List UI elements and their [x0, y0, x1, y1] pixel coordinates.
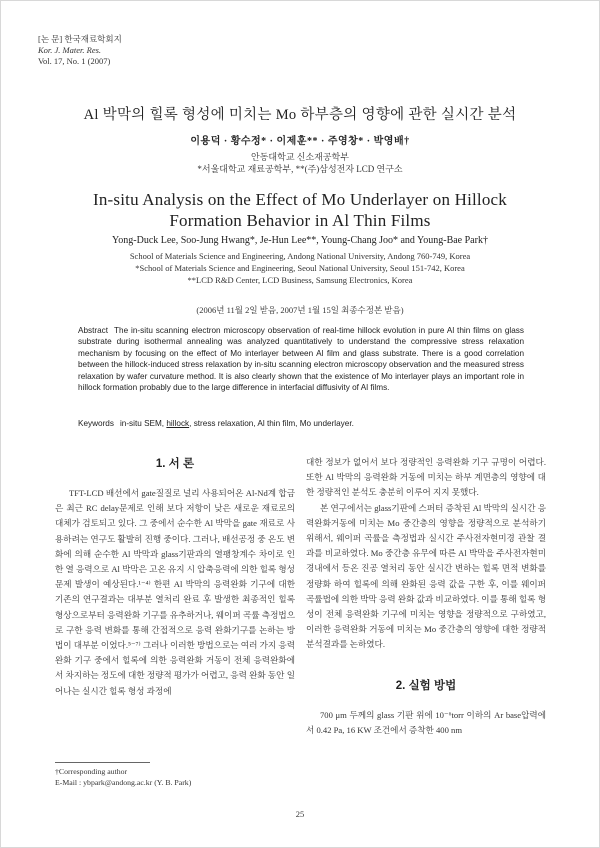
received-dates: (2006년 11월 2일 받음, 2007년 1월 15일 최종수정본 받음) — [196, 305, 404, 315]
abstract — [78, 325, 524, 393]
page-number: 25 — [295, 809, 305, 819]
english-authors: Yong-Duck Lee, Soo-Jung Hwang*, Je-Hun Lee**, Young-Chang Joo* and Young-Bae Park† — [112, 235, 488, 246]
keywords-label: Keywords — [78, 419, 114, 428]
keywords — [78, 419, 524, 428]
english-title-line: Formation Behavior in Al Thin Films — [169, 211, 431, 230]
english-affiliation-line: *School of Materials Science and Engineering, Seoul National University, Seoul 151-742, Korea — [135, 263, 465, 273]
body-paragraph: 대한 정보가 없어서 보다 정량적인 응력완화 기구 규명이 어렵다. 또한 Al 박막의 응력완화 거동에 미치는 하부 계면층의 영향에 대한 정량적인 분석도 충분히 이루어 지지 못했다. — [306, 457, 546, 498]
left-column — [55, 455, 295, 699]
journal-header — [38, 34, 122, 67]
journal-abbreviation: Kor. J. Mater. Res. — [38, 45, 102, 55]
korean-affiliations — [40, 151, 560, 175]
body-paragraph: 본 연구에서는 glass기판에 스퍼터 증착된 Al 박막의 실시간 응력완화거동에 미치는 Mo 중간층의 영향을 정량적으로 분석하기 위해서, 웨이퍼 곡률을 측정법과 실시간 주사전자현미경 관찰 결과를 비교하였다. Mo 중간층 유무에 따른 Al 박막을 주사전자현미경내에서 등온 진공 열처리 동안 실시간 변하는 힐록 면적 변화를 정량화 하여 힐록에 의해 완화된 응력 값을 구한 후, 이를 웨이퍼 곡률법에 의한 박막 응력 완화 값과 비교하였다. 이를 통해 힐록 형성이 전체 응력완화 기구에 미치는 영향을 정량적으로 구하였고, 이러한 응력완화 거동에 미치는 Mo 중간층의 영향에 대한 정량적 분석결과를 논하였다. — [306, 502, 546, 650]
section-heading-experimental: 2. 실험 방법 — [395, 679, 457, 692]
corresponding-author: †Corresponding author — [55, 767, 128, 776]
journal-volume: Vol. 17, No. 1 (2007) — [38, 56, 111, 66]
korean-affiliation-line: *서울대학교 재료공학부, **(주)삼성전자 LCD 연구소 — [197, 164, 403, 174]
english-affiliations — [40, 250, 560, 286]
korean-authors: 이용덕 · 황수정* · 이제훈** · 주영창* · 박영배† — [190, 136, 410, 147]
keywords-text: in-situ SEM, — [119, 419, 167, 428]
abstract-label: Abstract — [78, 326, 109, 335]
section-heading-introduction: 1. 서 론 — [155, 458, 195, 470]
experimental-paragraph: 700 μm 두께의 glass 기판 위에 10⁻⁶torr 이하의 Ar base압력에서 0.42 Pa, 16 KW 조건에서 증착한 400 nm — [306, 709, 546, 735]
abstract-text: The in-situ scanning electron microscopy observation of real-time hillock evolution in pure Al thin films on glass substrate during isothermal annealing was analyzed quantitatively to understand the compressive stress relaxation mechanism by focusing on the effect of Mo interlayer between Al film and glass substrate. There is a good correlation between the hillock-induced stress relaxation by in-situ scanning electron microscopy observation and the measured stress relaxation by wafer curvature method. It is also clearly shown that the existence of Mo interlayer plays an important role in hillock formation probably due to the large difference in interfacial diffusivity of Al films. — [78, 326, 524, 393]
korean-affiliation-line: 안동대학교 신소재공학부 — [251, 152, 349, 162]
keyword-hillock: hillock — [166, 419, 190, 428]
introduction-paragraph: TFT-LCD 배선에서 gate질질로 널리 사용되어온 Al-Nd계 합금은 최근 RC delay문제로 인해 보다 저항이 낮은 새로운 재료로의 대체가 검토되고 있다. 그 중에서 순수한 Al 박막을 gate 재료로 사용하려는 연구도 활발히 진행 중이다. 그러나, 배선공정 중 온도 변화에 의해 순수한 Al 박막과 glass기판과의 열팽창계수 차이로 인한 열 응력으로 Al 박막은 고온 유지 시 압축응력에 의한 힐록 형성 문제 발생이 예상된다.¹⁻⁴⁾ 한편 Al 박막의 응력완화 기구에 대한 기존의 연구결과는 대부분 열처리 완료 후 발생한 최종적인 힐록 형상으로부터 응력완화 기구를 유추하거나, 웨이퍼 곡률 측정법으로 구한 응력 변화를 통해 간접적으로 응력 완화기구를 논하는 방법이 대부분 이었다.⁵⁻⁷⁾ 그러나 이러한 방법으로는 여러 가지 응력완화 기구 중에서 힐록에 의한 응력완화 거동이 전체 응력완화에서 차지하는 정도에 대한 정량적 평가가 어렵고, 응력 완화 동안 일어나는 실시간 힐록 형성 과정에 — [55, 488, 295, 696]
english-affiliation-line: School of Materials Science and Engineering, Andong National University, Andong 760-749, Korea — [129, 251, 471, 261]
keywords-text-rest: , stress relaxation, Al thin film, Mo underlayer. — [189, 419, 354, 428]
english-title — [40, 189, 560, 231]
english-affiliation-line: **LCD R&D Center, LCD Business, Samsung Electronics, Korea — [187, 275, 413, 285]
korean-title: Al 박막의 힐록 형성에 미치는 Mo 하부층의 영향에 관한 실시간 분석 — [83, 107, 517, 123]
corresponding-email: E-Mail : ybpark@andong.ac.kr (Y. B. Park) — [55, 778, 192, 787]
footnote-divider — [55, 762, 150, 763]
journal-type-line: [논 문] 한국재료학회지 — [38, 34, 122, 44]
english-title-line: In-situ Analysis on the Effect of Mo Underlayer on Hillock — [92, 190, 507, 209]
footnote — [55, 766, 191, 788]
right-column — [306, 455, 546, 738]
